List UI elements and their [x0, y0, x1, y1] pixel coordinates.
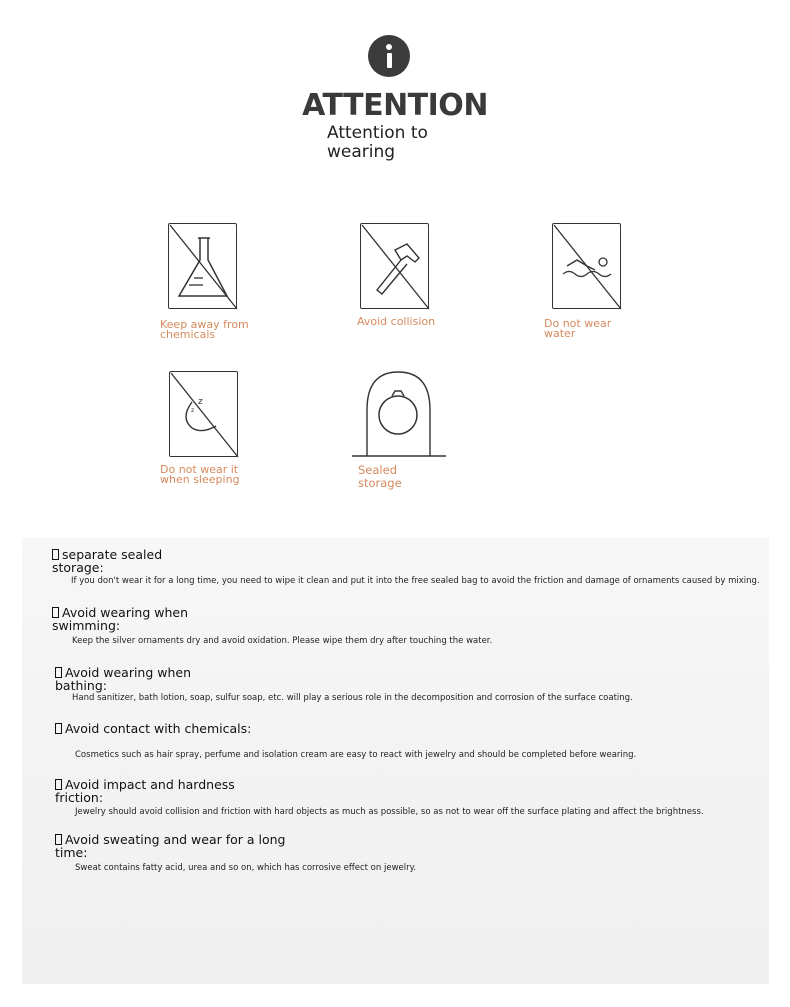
page-title: ATTENTION	[302, 88, 488, 123]
swimmer-icon	[552, 223, 621, 309]
note-head-swimming: Avoid wearing when swimming:	[52, 605, 189, 633]
caption-water: Do not wear water	[544, 317, 612, 340]
ring-storage-icon	[352, 370, 448, 460]
note-head-bathing: Avoid wearing when bathing:	[55, 665, 192, 693]
hammer-icon	[360, 223, 429, 309]
note-desc-impact: Jewelry should avoid collision and friction with hard objects as much as possible, so as not to wear off the surface plating and affect the brightness.	[75, 807, 704, 817]
note-desc-chemicals: Cosmetics such as hair spray, perfume and isolation cream are easy to react with jewelry and should be completed before wearing.	[75, 750, 637, 760]
page-subtitle: Attention to wearing	[327, 123, 428, 162]
note-head-chemicals: Avoid contact with chemicals:	[55, 722, 251, 735]
note-desc-storage: If you don't wear it for a long time, you need to wipe it clean and put it into the free sealed bag to avoid the friction and damage of ornaments caused by mixing.	[71, 576, 760, 586]
sleep-moon-icon	[169, 371, 238, 457]
caption-chemicals: Keep away from chemicals	[160, 318, 249, 341]
bullet-box-icon	[52, 607, 59, 618]
caption-collision: Avoid collision	[357, 315, 436, 328]
note-desc-swimming: Keep the silver ornaments dry and avoid oxidation. Please wipe them dry after touching the water.	[72, 636, 493, 646]
note-desc-bathing: Hand sanitizer, bath lotion, soap, sulfur soap, etc. will play a serious role in the decomposition and corrosion of the surface coating.	[72, 693, 633, 703]
info-icon	[368, 35, 410, 77]
note-head-impact: Avoid impact and hardness friction:	[55, 777, 235, 805]
svg-text:z: z	[198, 397, 203, 407]
note-head-sweating: Avoid sweating and wear for a long time:	[55, 832, 286, 860]
bullet-box-icon	[55, 779, 62, 790]
svg-text:z: z	[191, 407, 195, 414]
note-head-storage: separate sealed storage:	[52, 547, 163, 575]
note-desc-sweating: Sweat contains fatty acid, urea and so on, which has corrosive effect on jewelry.	[75, 863, 417, 873]
caption-storage: Sealed storage	[358, 463, 402, 490]
bullet-box-icon	[55, 723, 62, 734]
bullet-box-icon	[55, 834, 62, 845]
flask-icon	[168, 223, 237, 309]
caption-sleeping: Do not wear it when sleeping	[160, 463, 240, 486]
bullet-box-icon	[55, 667, 62, 678]
bullet-box-icon	[52, 549, 59, 560]
